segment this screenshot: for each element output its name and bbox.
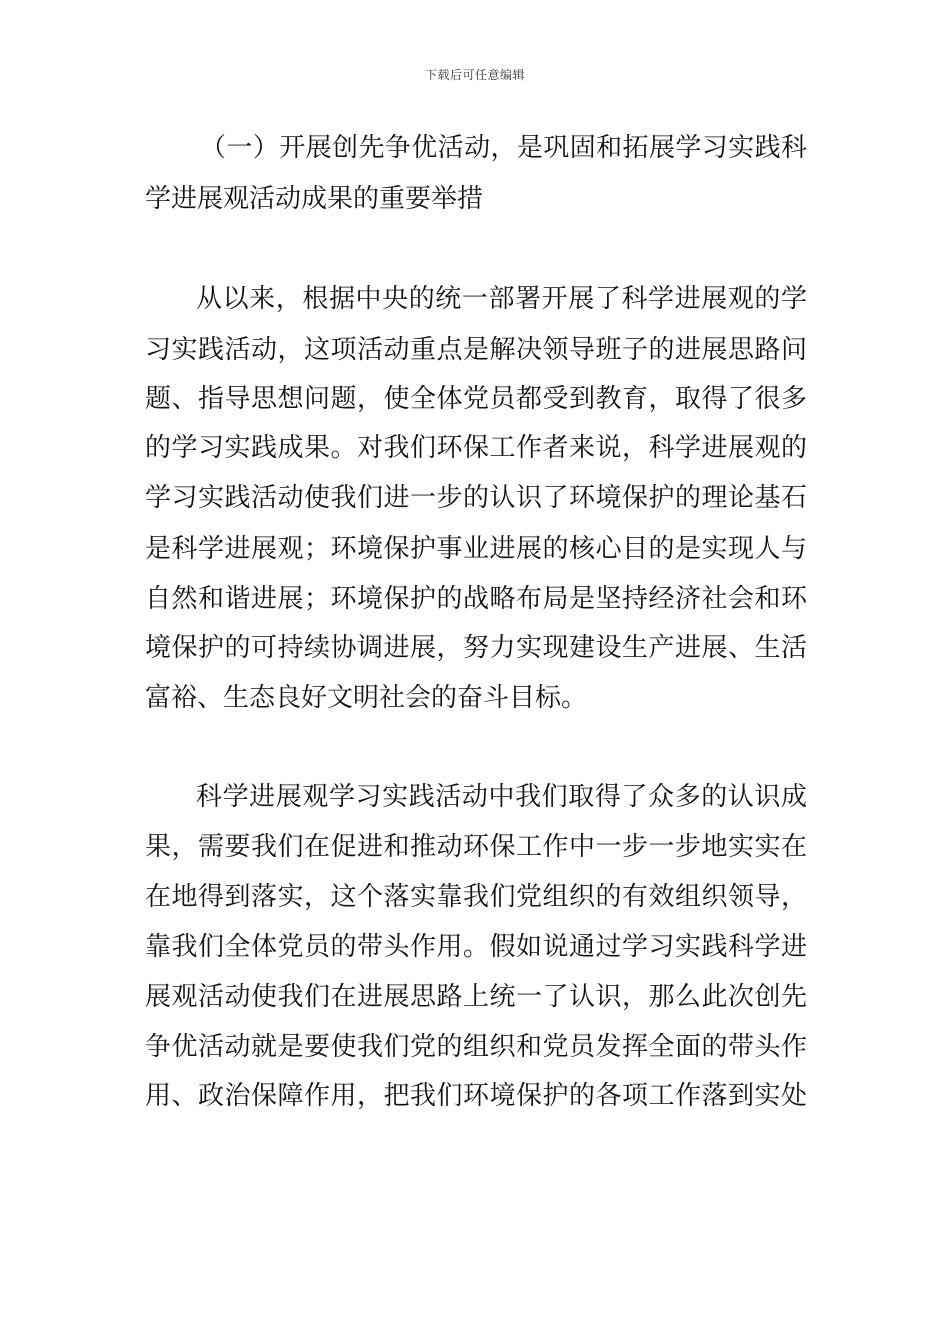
paragraph-line: 自然和谐进展；环境保护的战略布局是坚持经济社会和环 bbox=[145, 584, 807, 614]
paragraph-line: 题、指导思想问题，使全体党员都受到教育，取得了很多 bbox=[145, 384, 807, 414]
paragraph-line: 果，需要我们在促进和推动环保工作中一步一步地实实在 bbox=[145, 832, 807, 862]
heading-line: 学进展观活动成果的重要举措 bbox=[145, 184, 484, 214]
paragraph-line: 习实践活动，这项活动重点是解决领导班子的进展思路问 bbox=[145, 335, 807, 365]
paragraph-line: 富裕、生态良好文明社会的奋斗目标。 bbox=[145, 683, 588, 713]
paragraph-line: 境保护的可持续协调进展，努力实现建设生产进展、生活 bbox=[145, 633, 807, 663]
paragraph-line: 在地得到落实，这个落实靠我们党组织的有效组织领导， bbox=[145, 882, 807, 912]
paragraph-line: 科学进展观学习实践活动中我们取得了众多的认识成 bbox=[196, 782, 807, 812]
paragraph-line: 争优活动就是要使我们党的组织和党员发挥全面的带头作 bbox=[145, 1032, 807, 1062]
paragraph-line: 展观活动使我们在进展思路上统一了认识，那么此次创先 bbox=[145, 982, 807, 1012]
paragraph-line: 用、政治保障作用，把我们环境保护的各项工作落到实处 bbox=[145, 1081, 807, 1111]
paragraph-line: 从以来，根据中央的统一部署开展了科学进展观的学 bbox=[196, 284, 807, 314]
heading-line: （一）开展创先争优活动，是巩固和拓展学习实践科 bbox=[200, 133, 807, 163]
page-header-note: 下载后可任意编辑 bbox=[424, 68, 525, 82]
paragraph-line: 靠我们全体党员的带头作用。假如说通过学习实践科学进 bbox=[145, 932, 807, 962]
paragraph-line: 学习实践活动使我们进一步的认识了环境保护的理论基石 bbox=[145, 483, 807, 513]
paragraph-line: 是科学进展观；环境保护事业进展的核心目的是实现人与 bbox=[145, 534, 807, 564]
paragraph-line: 的学习实践成果。对我们环保工作者来说，科学进展观的 bbox=[145, 433, 807, 463]
